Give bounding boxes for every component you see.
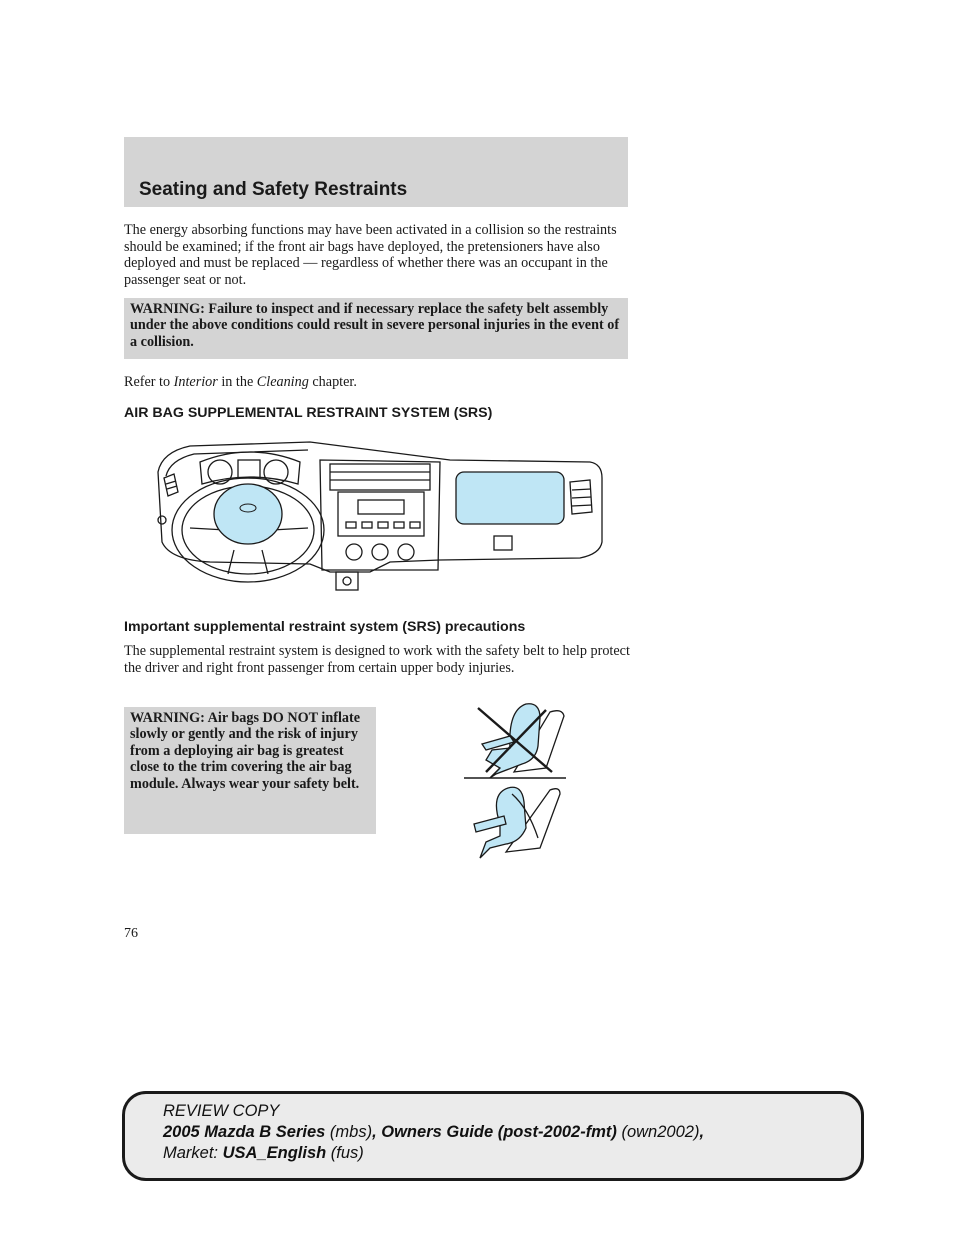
footer-guide: Owners Guide (post-2002-fmt) [381, 1123, 617, 1141]
page-number: 76 [124, 926, 138, 941]
footer-market-label: Market: [163, 1144, 223, 1162]
dashboard-illustration [150, 432, 606, 594]
driver-airbag-highlight [214, 484, 282, 544]
footer-market-code: (fus) [326, 1144, 364, 1162]
srs-paragraph: The supplemental restraint system is designed to work with the safety belt to help protect the driver and right front passenger from certain upper body injuries. [124, 643, 630, 676]
page-title: Seating and Safety Restraints [139, 179, 408, 200]
refer-cleaning: Cleaning [256, 374, 309, 390]
section-heading: AIR BAG SUPPLEMENTAL RESTRAINT SYSTEM (SRS) [124, 405, 493, 421]
occupant-position-illustration [460, 698, 570, 860]
footer-line3 [163, 1143, 704, 1164]
header-band [124, 137, 628, 207]
intro-paragraph: The energy absorbing functions may have been activated in a collision so the restraints should be examined; if the front air bags have deployed, the pretensioners have also deployed and must be replaced — regardless of whether there was an occupant in the passenger seat or not. [124, 222, 617, 288]
footer-line1: REVIEW COPY [163, 1102, 280, 1120]
footer-model-code: (mbs) [325, 1123, 373, 1141]
footer-line2 [163, 1122, 704, 1143]
refer-prefix: Refer to [124, 374, 174, 390]
warning-box-airbag: WARNING: Air bags DO NOT inflate slowly or gently and the risk of injury from a deploying air bag is greatest close to the trim covering the air bag module. Always wear your safety belt. [124, 707, 376, 834]
refer-interior: Interior [173, 374, 218, 390]
footer-guide-code: (own2002) [616, 1123, 700, 1141]
refer-suffix: chapter. [308, 374, 357, 390]
review-copy-footer [122, 1091, 864, 1181]
passenger-airbag-highlight [456, 472, 564, 524]
warning-box-inspect: WARNING: Failure to inspect and if necessary replace the safety belt assembly under the above conditions could result in severe personal injuries in the event of a collision. [124, 298, 628, 359]
footer-comma1: , [372, 1123, 382, 1141]
footer-comma2: , [699, 1123, 705, 1141]
sub-heading: Important supplemental restraint system (SRS) precautions [124, 619, 526, 635]
refer-paragraph [124, 374, 630, 391]
footer-market: USA_English [222, 1144, 327, 1162]
footer-model: 2005 Mazda B Series [163, 1123, 326, 1141]
refer-middle: in the [217, 374, 257, 390]
footer-text [163, 1101, 704, 1164]
